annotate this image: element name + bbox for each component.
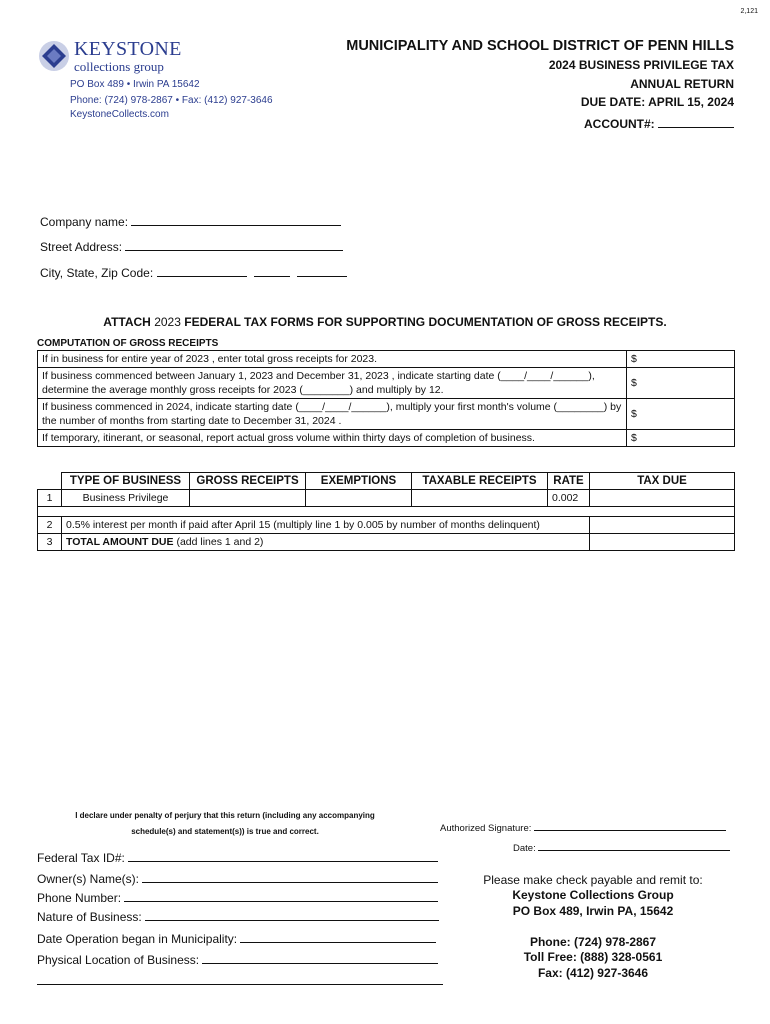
contact-website[interactable]: KeystoneCollects.com <box>70 109 169 120</box>
tax-calculation-table <box>37 472 735 551</box>
header-exemptions: EXEMPTIONS <box>306 473 412 490</box>
header-gross-receipts: GROSS RECEIPTS <box>190 473 306 490</box>
physical-location-field[interactable] <box>202 953 438 964</box>
declaration-line2: schedule(s) and statement(s)) is true and correct. <box>131 827 319 836</box>
logo-name: KEYSTONE <box>74 38 182 60</box>
header-tax-due: TAX DUE <box>590 473 735 490</box>
nature-of-business-label: Nature of Business: <box>37 910 142 924</box>
receipts-row-amount[interactable]: $ <box>627 399 735 430</box>
return-type: ANNUAL RETURN <box>630 77 734 91</box>
total-suffix: (add lines 1 and 2) <box>173 536 264 548</box>
business-type-cell: Business Privilege <box>62 490 190 507</box>
federal-tax-id-label: Federal Tax ID#: <box>37 851 125 865</box>
tax-due-field-line2[interactable] <box>590 517 735 534</box>
keystone-logo <box>38 38 188 74</box>
table-row <box>38 534 735 551</box>
contact-address: PO Box 489 • Irwin PA 15642 <box>70 79 200 90</box>
gross-receipts-field[interactable] <box>190 490 306 507</box>
logo-subtitle: collections group <box>74 59 164 74</box>
nature-of-business-field[interactable] <box>145 910 439 921</box>
owners-row <box>37 872 438 886</box>
physical-location-row <box>37 953 438 967</box>
receipts-row-text: If business commenced in 2024, indicate starting date (____/____/______), multiply your first month's volume (________) by the number of months from starting date to December 31, 2024 . <box>38 399 627 430</box>
tax-year: 2024 <box>548 58 576 72</box>
receipts-row-text: If temporary, itinerant, or seasonal, report actual gross volume within thirty days of completion of business. <box>38 430 627 447</box>
receipts-row-amount[interactable]: $ <box>627 430 735 447</box>
header-taxable-receipts: TAXABLE RECEIPTS <box>412 473 548 490</box>
due-date-label: DUE DATE: APRIL 15, <box>580 95 704 109</box>
date-began-field[interactable] <box>240 932 436 943</box>
tax-due-field-total[interactable] <box>590 534 735 551</box>
receipts-row-amount[interactable]: $ <box>627 368 735 399</box>
company-name-row <box>40 215 341 229</box>
table-row <box>38 517 735 534</box>
header-rate: RATE <box>548 473 590 490</box>
city-state-zip-row <box>40 266 347 280</box>
tax-due-field-line1[interactable] <box>590 490 735 507</box>
table-row <box>38 399 735 430</box>
rate-cell: 0.002 <box>548 490 590 507</box>
city-state-zip-label: City, State, Zip Code: <box>40 266 154 280</box>
account-line <box>584 117 734 131</box>
phone-number-field[interactable] <box>124 891 438 902</box>
declaration <box>40 808 410 840</box>
taxable-receipts-field[interactable] <box>412 490 548 507</box>
physical-location-label: Physical Location of Business: <box>37 953 200 967</box>
computation-title: COMPUTATION OF GROSS RECEIPTS <box>37 338 219 349</box>
tax-name-line <box>549 58 734 72</box>
line-number: 2 <box>38 517 62 534</box>
due-date-line <box>581 95 734 109</box>
owners-field[interactable] <box>142 872 438 883</box>
zip-field[interactable] <box>297 266 347 277</box>
table-row <box>38 351 735 368</box>
account-label: ACCOUNT#: <box>583 117 655 131</box>
authorized-signature-field[interactable] <box>534 821 726 831</box>
street-address-label: Street Address: <box>40 240 123 254</box>
interest-description: 0.5% interest per month if paid after April 15 (multiply line 1 by 0.005 by number of months delinquent) <box>62 517 590 534</box>
attach-suffix: FEDERAL TAX FORMS FOR SUPPORTING DOCUMENTATION OF GROSS RECEIPTS. <box>184 315 667 329</box>
remit-phone: Phone: (724) 978-2867 <box>529 935 657 949</box>
line-number: 1 <box>38 490 62 507</box>
gross-receipts-table <box>37 350 735 447</box>
table-spacer-row <box>38 507 735 517</box>
physical-location-field-line2[interactable] <box>37 984 443 985</box>
nature-of-business-row <box>37 910 439 924</box>
state-field[interactable] <box>254 266 290 277</box>
remit-intro: Please make check payable and remit to: <box>483 873 703 887</box>
date-field[interactable] <box>538 841 730 851</box>
authorized-signature-row <box>440 821 726 834</box>
remit-tollfree: Toll Free: (888) 328-0561 <box>523 950 663 964</box>
attach-prefix: ATTACH <box>103 315 151 329</box>
city-field[interactable] <box>157 266 247 277</box>
receipts-row-amount[interactable]: $ <box>627 351 735 368</box>
street-address-field[interactable] <box>125 240 343 251</box>
declaration-line1: I declare under penalty of perjury that this return (including any accompanying <box>75 811 375 820</box>
receipts-row-text: If business commenced between January 1, 2023 and December 31, 2023 , indicate starting date (____/____/______), determine the average monthly gross receipts for 2023 (________) and multiply by 12. <box>38 368 627 399</box>
federal-tax-id-field[interactable] <box>128 851 438 862</box>
phone-number-row <box>37 891 438 905</box>
line-number: 3 <box>38 534 62 551</box>
due-date-year: 2024 <box>707 95 734 109</box>
table-row <box>38 490 735 507</box>
header-type-of-business: TYPE OF BUSINESS <box>62 473 190 490</box>
company-name-field[interactable] <box>131 215 341 226</box>
tax-name: BUSINESS PRIVILEGE TAX <box>578 58 734 72</box>
table-row <box>38 430 735 447</box>
header-blank <box>38 473 62 490</box>
total-label: TOTAL AMOUNT DUE <box>66 536 174 548</box>
form-title: MUNICIPALITY AND SCHOOL DISTRICT OF PENN HILLS <box>346 38 734 54</box>
remit-fax: Fax: (412) 927-3646 <box>537 966 649 980</box>
street-address-row <box>40 240 343 254</box>
attach-instruction <box>0 315 770 329</box>
page-id: 2,121 <box>740 8 758 15</box>
keystone-logo-icon <box>38 40 70 72</box>
contact-phone-fax: Phone: (724) 978-2867 • Fax: (412) 927-3646 <box>70 95 273 106</box>
federal-tax-id-row <box>37 851 438 865</box>
date-row <box>513 841 730 854</box>
spacer-cell <box>38 507 735 517</box>
tax-table-header-row <box>38 473 735 490</box>
remit-address: PO Box 489, Irwin PA, 15642 <box>512 904 674 918</box>
exemptions-field[interactable] <box>306 490 412 507</box>
date-label: Date: <box>513 843 536 854</box>
date-began-label: Date Operation began in Municipality: <box>37 932 238 946</box>
authorized-signature-label: Authorized Signature: <box>440 823 532 834</box>
receipts-row-text: If in business for entire year of 2023 , enter total gross receipts for 2023. <box>38 351 627 368</box>
total-description <box>62 534 590 551</box>
attach-year: 2023 <box>154 315 181 329</box>
date-began-row <box>37 932 436 946</box>
owners-label: Owner(s) Name(s): <box>37 872 140 886</box>
phone-number-label: Phone Number: <box>37 891 122 905</box>
company-name-label: Company name: <box>40 215 129 229</box>
remit-org: Keystone Collections Group <box>512 888 674 902</box>
table-row <box>38 368 735 399</box>
account-field[interactable] <box>658 117 734 128</box>
